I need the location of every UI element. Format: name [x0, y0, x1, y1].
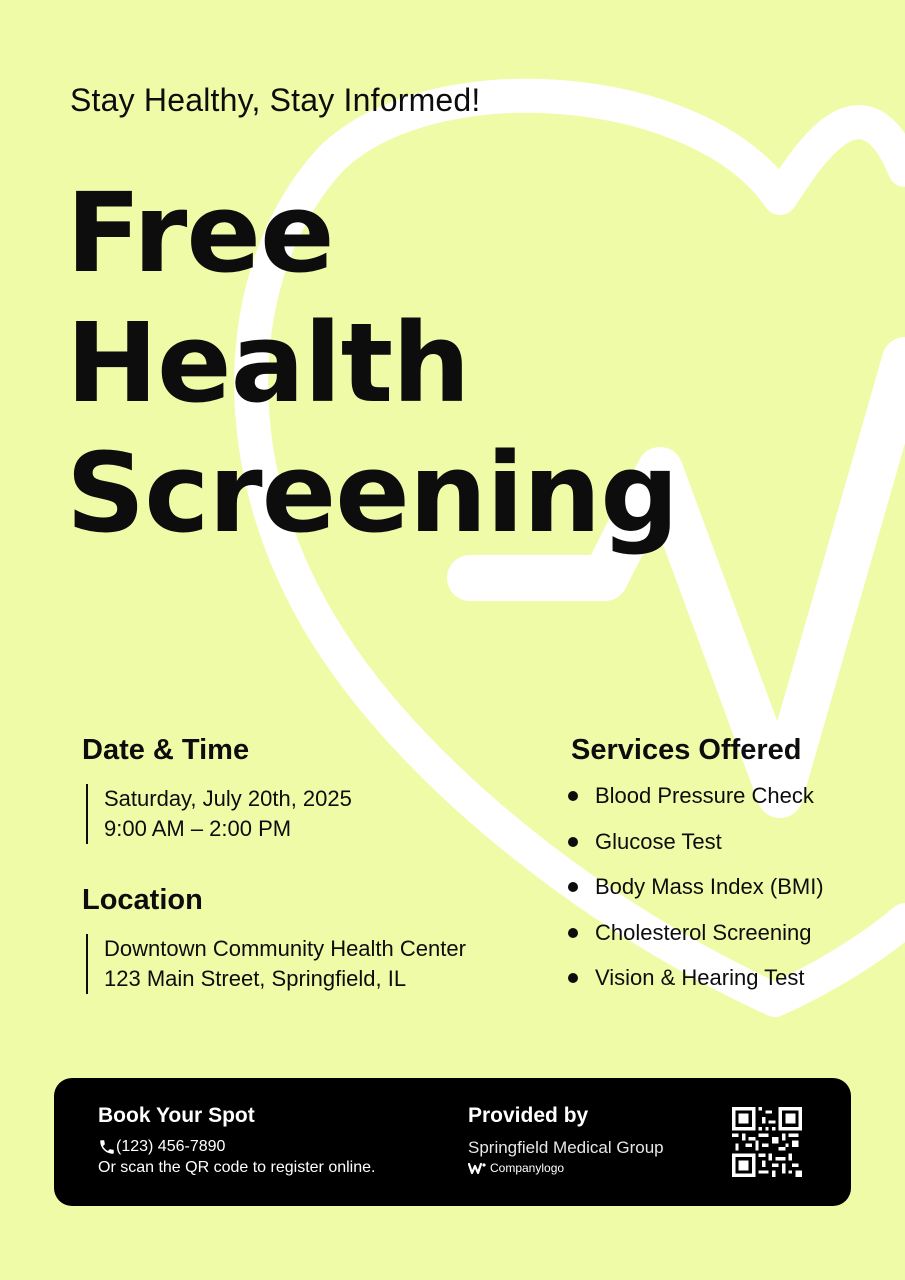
scan-instructions: Or scan the QR code to register online. [98, 1159, 376, 1176]
phone-icon [98, 1138, 116, 1156]
list-item [566, 780, 824, 826]
bullet-icon [568, 973, 578, 983]
location-details [86, 934, 466, 994]
service-label: Blood Pressure Check [595, 783, 814, 808]
title-line: Health [66, 299, 470, 427]
list-item [566, 826, 824, 872]
bullet-icon [568, 791, 578, 801]
logo-text: Companylogo [490, 1161, 565, 1175]
company-logo [468, 1161, 564, 1175]
page-title [66, 168, 678, 558]
service-label: Body Mass Index (BMI) [595, 874, 824, 899]
title-line: Free [66, 169, 334, 297]
services-list [566, 780, 824, 1008]
bullet-icon [568, 928, 578, 938]
provided-by-heading: Provided by [468, 1104, 589, 1127]
service-label: Glucose Test [595, 828, 722, 854]
list-item [566, 871, 824, 917]
venue-name: Downtown Community Health Center [104, 936, 466, 961]
book-heading: Book Your Spot [98, 1104, 255, 1127]
venue-address: 123 Main Street, Springfield, IL [104, 966, 407, 991]
footer-panel [54, 1078, 851, 1206]
logo-mark-icon [468, 1162, 486, 1174]
services-heading: Services Offered [571, 734, 802, 766]
list-item [566, 962, 824, 1008]
service-label: Cholesterol Screening [595, 919, 812, 945]
phone-line[interactable] [98, 1138, 225, 1156]
bullet-icon [568, 837, 578, 847]
date-time-heading: Date & Time [82, 734, 250, 766]
location-heading: Location [82, 884, 203, 916]
date-time-details [86, 784, 352, 844]
provider-name: Springfield Medical Group [468, 1138, 664, 1157]
tagline: Stay Healthy, Stay Informed! [70, 82, 481, 118]
title-line: Screening [66, 429, 678, 557]
event-time: 9:00 AM – 2:00 PM [104, 816, 292, 841]
phone-number[interactable]: (123) 456-7890 [116, 1138, 226, 1155]
bullet-icon [568, 882, 578, 892]
event-date: Saturday, July 20th, 2025 [104, 786, 352, 811]
list-item [566, 917, 824, 963]
qr-code[interactable] [732, 1107, 802, 1177]
service-label: Vision & Hearing Test [595, 965, 805, 990]
